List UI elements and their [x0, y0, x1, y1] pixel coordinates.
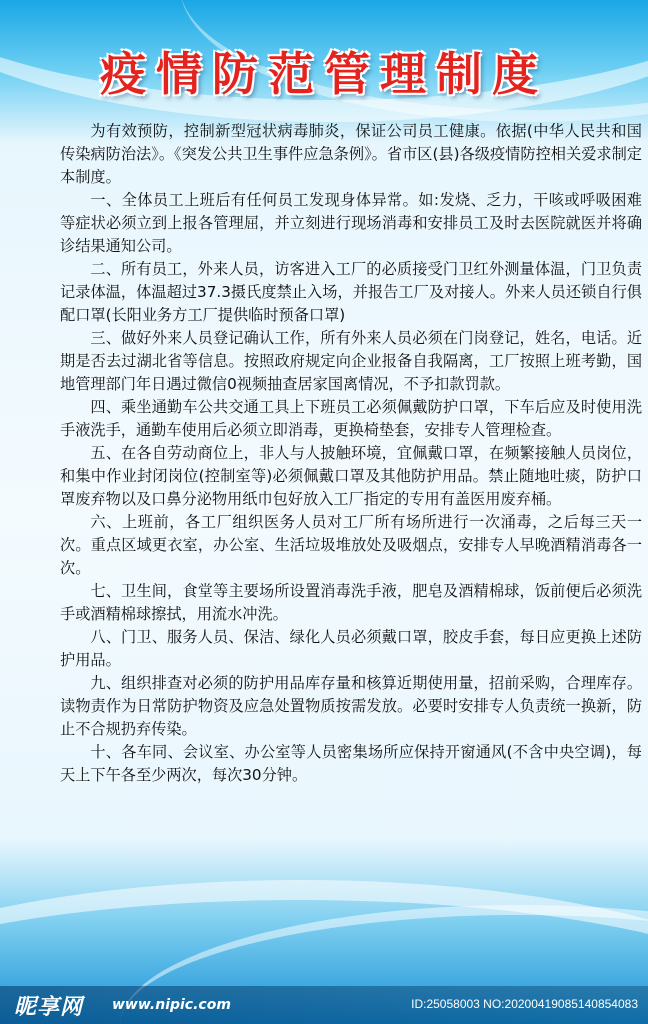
- clause-10: 十、各车同、会议室、办公室等人员密集场所应保持开窗通风(不含中央空调)，每天上下午各至少两次，每次30分钟。: [60, 743, 642, 784]
- watermark-bar: [0, 986, 648, 1024]
- clause-2: 二、所有员工，外来人员，访客进入工厂的必质接受门卫红外测量体温，门卫负责记录体温，体温超过37.3摄氏度禁止入场，并报告工厂及对接人。外来人员还锁自行俱配口罩(长阳业务方工厂提供临时预备口罩): [60, 260, 642, 324]
- watermark-image-id: ID:25058003 NO:20200419085140854083: [411, 997, 638, 1011]
- clause-7: 七、卫生间，食堂等主要场所设置消毒洗手液，肥皂及酒精棉球，饭前便后必须洗手或酒精棉球擦拭，用流水冲洗。: [60, 582, 642, 623]
- clause-4: 四、乘坐通勤车公共交通工具上下班员工必须佩戴防护口罩，下车后应及时使用洗手液洗手，通勤车使用后必须立即消毒，更换椅垫套，安排专人管理检查。: [60, 398, 642, 439]
- watermark-logo: 昵享网: [14, 995, 84, 1020]
- watermark-site: www.nipic.com: [112, 997, 231, 1013]
- regulation-body: [60, 120, 642, 787]
- clause-9: 九、组织排查对必须的防护用品库存量和核算近期使用量，招前采购，合理库存。读物责作为日常防护物资及应急处置物质按需发放。必要时安排专人负责统一换新，防止不合规扔弃传染。: [60, 674, 642, 738]
- intro-paragraph: 为有效预防，控制新型冠状病毒肺炎，保证公司员工健康。依据(中华人民共和国传染病防治法》。《突发公共卫生事件应急条例》。省市区(县)各级疫情防控相关爱求制定本制度。: [60, 122, 642, 186]
- clause-5: 五、在各自劳动商位上，非人与人披触环境，宜佩戴口罩，在频繁接触人员岗位，和集中作业封闭岗位(控制室等)必须佩戴口罩及其他防护用品。禁止随地吐痰，防护口罩废弃物以及口鼻分泌物用纸巾包好放入工厂指定的专用有盖医用废弃桶。: [60, 444, 642, 508]
- clause-3: 三、做好外来人员登记确认工作，所有外来人员必须在门岗登记，姓名，电话。近期是否去过湖北省等信息。按照政府规定向企业报备自我隔离，工厂按照上班考勤，国地管理部门年日遇过微信0视频抽查居家国离情况，不予扣款罚款。: [60, 329, 642, 393]
- page-title: 疫情防范管理制度: [100, 47, 548, 101]
- clause-8: 八、门卫、服务人员、保洁、绿化人员必须戴口罩，胶皮手套，每日应更换上述防护用品。: [60, 628, 642, 669]
- clause-6: 六、上班前，各工厂组织医务人员对工厂所有场所进行一次涌毒，之后每三天一次。重点区域更衣室，办公室、生活垃圾堆放处及吸烟点，安排专人早晚酒精消毒各一次。: [60, 513, 642, 577]
- clause-1: 一、全体员工上班后有任何员工发现身体异常。如:发烧、乏力，干咳或呼吸困难等症状必须立到上报各管理屈，并立刻进行现场消毒和安排员工及时去医院就医并将确诊结果通知公司。: [60, 191, 642, 255]
